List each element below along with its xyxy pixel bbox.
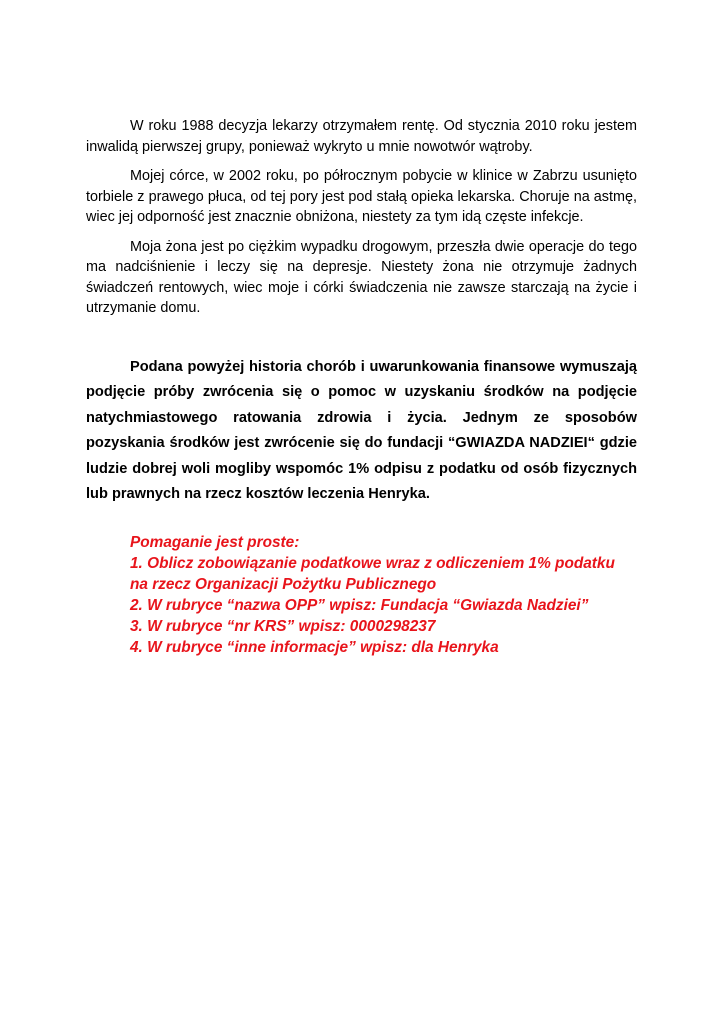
- paragraph-daughter: Mojej córce, w 2002 roku, po półrocznym pobycie w klinice w Zabrzu usunięto torbiele z prawego płuca, od tej pory jest pod stałą opieka lekarska. Choruje na astmę, wiec jej odporność jest znacznie obniżona, niestety za tym idą częste infekcje.: [86, 168, 637, 225]
- instruction-step-4: 4. W rubryce “inne informacje” wpisz: dla Henryka: [130, 638, 499, 656]
- help-instructions: [130, 532, 637, 658]
- instruction-step-3: 3. W rubryce “nr KRS” wpisz: 0000298237: [130, 617, 436, 635]
- instruction-step-2: 2. W rubryce “nazwa OPP” wpisz: Fundacja “Gwiazda Nadziei”: [130, 596, 589, 614]
- instruction-step-1-continued: na rzecz Organizacji Pożytku Publicznego: [130, 575, 437, 593]
- instruction-step-1: 1. Oblicz zobowiązanie podatkowe wraz z odliczeniem 1% podatku: [130, 554, 615, 572]
- paragraph-pension: W roku 1988 decyzja lekarzy otrzymałem rentę. Od stycznia 2010 roku jestem inwalidą pierwszej grupy, ponieważ wykryto u mnie nowotwór wątroby.: [86, 118, 637, 155]
- instructions-heading: Pomaganie jest proste:: [130, 533, 300, 551]
- appeal-paragraph: Podana powyżej historia chorób i uwarunkowania finansowe wymuszają podjęcie próby zwrócenia się o pomoc w uzyskaniu środków na podjęcie natychmiastowego ratowania zdrowia i życia. Jednym ze sposobów pozyskania środków jest zwrócenie się do fundacji “GWIAZDA NADZIEI“ gdzie ludzie dobrej woli mogliby wspomóc 1% odpisu z podatku od osób fizycznych lub prawnych na rzecz kosztów leczenia Henryka.: [86, 358, 637, 502]
- paragraph-wife: Moja żona jest po ciężkim wypadku drogowym, przeszła dwie operacje do tego ma nadciśnienie i leczy się na depresje. Niestety żona nie otrzymuje żadnych świadczeń rentowych, wiec moje i córki świadczenia nie zawsze starczają na życie i utrzymanie domu.: [86, 238, 637, 316]
- document-page: [86, 116, 637, 658]
